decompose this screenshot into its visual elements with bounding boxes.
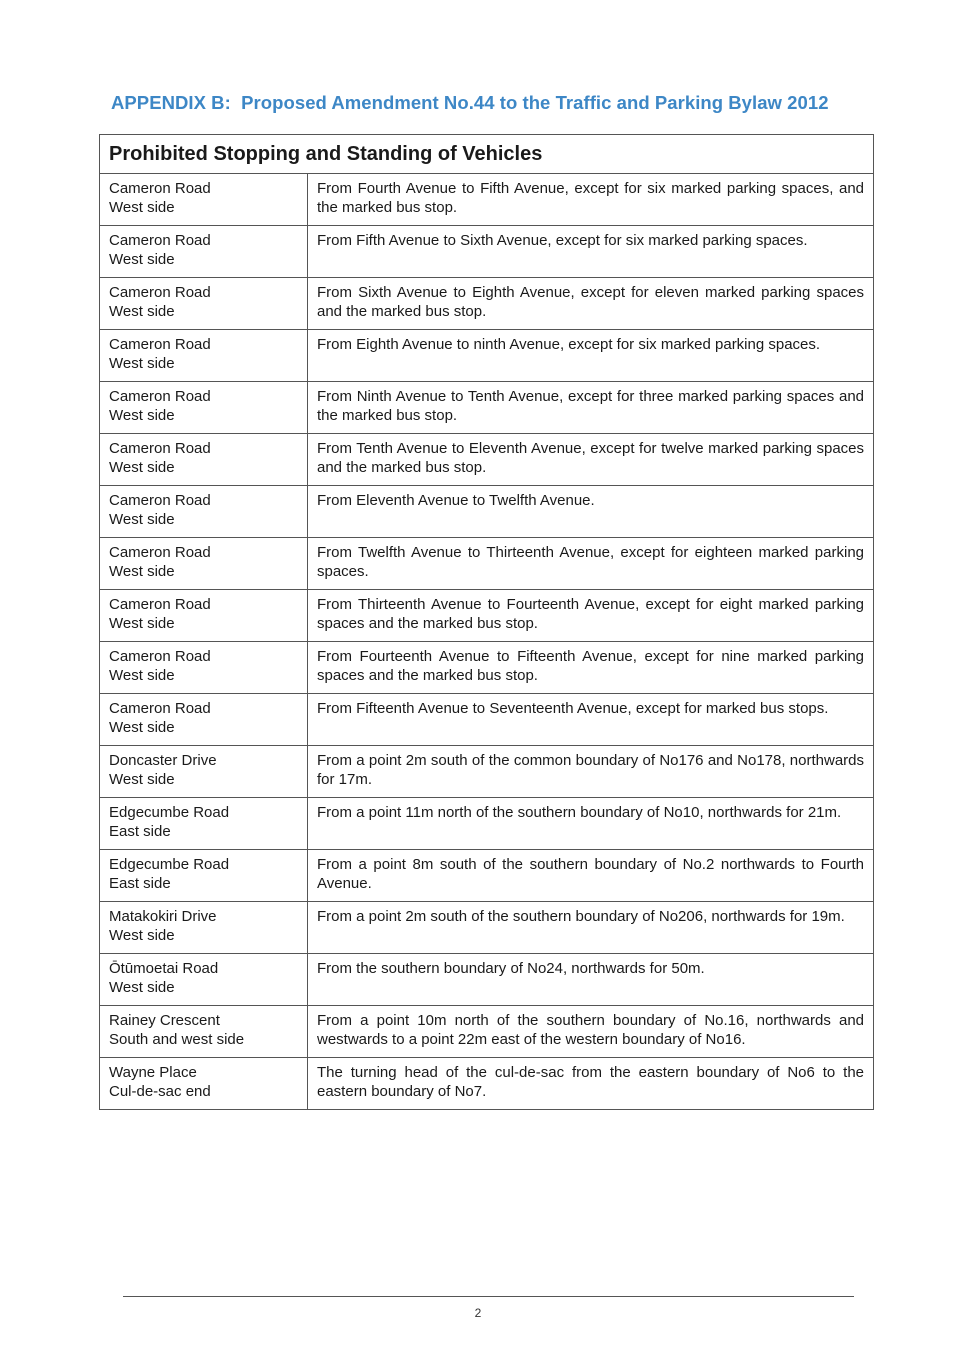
table-row (100, 538, 874, 590)
restriction-cell (308, 642, 874, 694)
table-row (100, 330, 874, 382)
road-name: Cameron Road (109, 336, 211, 353)
road-side: West side (109, 771, 175, 788)
road-name: Ōtūmoetai Road (109, 960, 219, 977)
table-row (100, 902, 874, 954)
road-side: East side (109, 823, 171, 840)
road-side: West side (109, 407, 175, 424)
road-name: Cameron Road (109, 180, 211, 197)
road-side: West side (109, 563, 175, 580)
road-name: Cameron Road (109, 388, 211, 405)
table-row (100, 590, 874, 642)
location-cell (100, 642, 308, 694)
road-side: West side (109, 927, 175, 944)
restriction-cell (308, 382, 874, 434)
road-name: Cameron Road (109, 544, 211, 561)
restriction-cell (308, 902, 874, 954)
restriction-description: From a point 2m south of the southern boundary of No206, northwards for 19m. (317, 908, 845, 925)
restriction-description: From Fifteenth Avenue to Seventeenth Avenue, except for marked bus stops. (317, 700, 829, 717)
road-name: Wayne Place (109, 1064, 197, 1081)
restriction-cell (308, 694, 874, 746)
road-side: West side (109, 199, 175, 216)
restriction-cell (308, 798, 874, 850)
road-side: West side (109, 511, 175, 528)
road-side: West side (109, 615, 175, 632)
road-name: Cameron Road (109, 232, 211, 249)
road-name: Edgecumbe Road (109, 856, 230, 873)
restriction-cell (308, 330, 874, 382)
road-side: West side (109, 719, 175, 736)
restriction-cell (308, 434, 874, 486)
road-name: Edgecumbe Road (109, 804, 230, 821)
location-cell (100, 330, 308, 382)
restriction-description: From Fourth Avenue to Fifth Avenue, except for six marked parking spaces, and the marked bus stop. (317, 180, 865, 216)
road-name: Matakokiri Drive (109, 908, 217, 925)
table-row (100, 1006, 874, 1058)
table-row (100, 382, 874, 434)
restriction-description: From a point 8m south of the southern boundary of No.2 northwards to Fourth Avenue. (317, 856, 865, 892)
location-cell (100, 538, 308, 590)
table-heading-row (100, 135, 874, 174)
appendix-title: APPENDIX B: Proposed Amendment No.44 to the Traffic and Parking Bylaw 2012 (111, 92, 829, 113)
table-row (100, 798, 874, 850)
location-cell (100, 850, 308, 902)
location-cell (100, 694, 308, 746)
table-row (100, 174, 874, 226)
location-cell (100, 226, 308, 278)
location-cell (100, 798, 308, 850)
location-cell (100, 434, 308, 486)
table-row (100, 486, 874, 538)
road-side: West side (109, 667, 175, 684)
prohibited-stopping-table (99, 134, 874, 1110)
table-heading: Prohibited Stopping and Standing of Vehicles (100, 135, 874, 174)
restriction-description: From Eleventh Avenue to Twelfth Avenue. (317, 492, 595, 509)
table-row (100, 954, 874, 1006)
road-name: Cameron Road (109, 648, 211, 665)
restriction-description: From Ninth Avenue to Tenth Avenue, except for three marked parking spaces and the marked bus stop. (317, 388, 865, 424)
table-row (100, 278, 874, 330)
page-number: 2 (474, 1306, 482, 1320)
table-row (100, 1058, 874, 1110)
location-cell (100, 954, 308, 1006)
restriction-description: From Sixth Avenue to Eighth Avenue, except for eleven marked parking spaces and the marked bus stop. (317, 284, 865, 320)
road-name: Cameron Road (109, 700, 211, 717)
table-row (100, 434, 874, 486)
restriction-description: The turning head of the cul-de-sac from the eastern boundary of No6 to the eastern boundary of No7. (317, 1064, 865, 1100)
road-name: Rainey Crescent (109, 1012, 220, 1029)
location-cell (100, 382, 308, 434)
road-side: West side (109, 303, 175, 320)
restriction-cell (308, 590, 874, 642)
road-side: West side (109, 979, 175, 996)
location-cell (100, 1006, 308, 1058)
restriction-cell (308, 174, 874, 226)
road-side: West side (109, 459, 175, 476)
restriction-description: From Tenth Avenue to Eleventh Avenue, except for twelve marked parking spaces and the marked bus stop. (317, 440, 865, 476)
location-cell (100, 746, 308, 798)
road-side: South and west side (109, 1031, 245, 1048)
location-cell (100, 902, 308, 954)
restriction-description: From a point 10m north of the southern boundary of No.16, northwards and westwards to a point 22m east of the western boundary of No16. (317, 1012, 865, 1048)
restriction-cell (308, 538, 874, 590)
restriction-description: From a point 2m south of the common boundary of No176 and No178, northwards for 17m. (317, 752, 865, 788)
road-side: East side (109, 875, 171, 892)
restriction-cell (308, 486, 874, 538)
restriction-cell (308, 1058, 874, 1110)
location-cell (100, 278, 308, 330)
footer-divider (123, 1296, 854, 1297)
restriction-cell (308, 226, 874, 278)
road-name: Cameron Road (109, 596, 211, 613)
restriction-cell (308, 1006, 874, 1058)
restriction-cell (308, 954, 874, 1006)
restriction-description: From a point 11m north of the southern boundary of No10, northwards for 21m. (317, 804, 842, 821)
road-name: Cameron Road (109, 492, 211, 509)
restriction-description: From Fourteenth Avenue to Fifteenth Avenue, except for nine marked parking spaces and the marked bus stop. (317, 648, 865, 684)
location-cell (100, 174, 308, 226)
road-side: West side (109, 355, 175, 372)
table-row (100, 642, 874, 694)
location-cell (100, 1058, 308, 1110)
restriction-description: From Eighth Avenue to ninth Avenue, except for six marked parking spaces. (317, 336, 821, 353)
restriction-cell (308, 278, 874, 330)
table-row (100, 850, 874, 902)
restriction-description: From Thirteenth Avenue to Fourteenth Avenue, except for eight marked parking spaces and the marked bus stop. (317, 596, 865, 632)
road-name: Cameron Road (109, 440, 211, 457)
table-row (100, 746, 874, 798)
restriction-description: From Fifth Avenue to Sixth Avenue, except for six marked parking spaces. (317, 232, 808, 249)
table-row (100, 694, 874, 746)
road-name: Doncaster Drive (109, 752, 217, 769)
table-row (100, 226, 874, 278)
restriction-cell (308, 850, 874, 902)
road-name: Cameron Road (109, 284, 211, 301)
restriction-cell (308, 746, 874, 798)
road-side: West side (109, 251, 175, 268)
road-side: Cul-de-sac end (109, 1083, 211, 1100)
location-cell (100, 486, 308, 538)
restriction-description: From Twelfth Avenue to Thirteenth Avenue, except for eighteen marked parking spaces. (317, 544, 865, 580)
restriction-description: From the southern boundary of No24, northwards for 50m. (317, 960, 705, 977)
location-cell (100, 590, 308, 642)
